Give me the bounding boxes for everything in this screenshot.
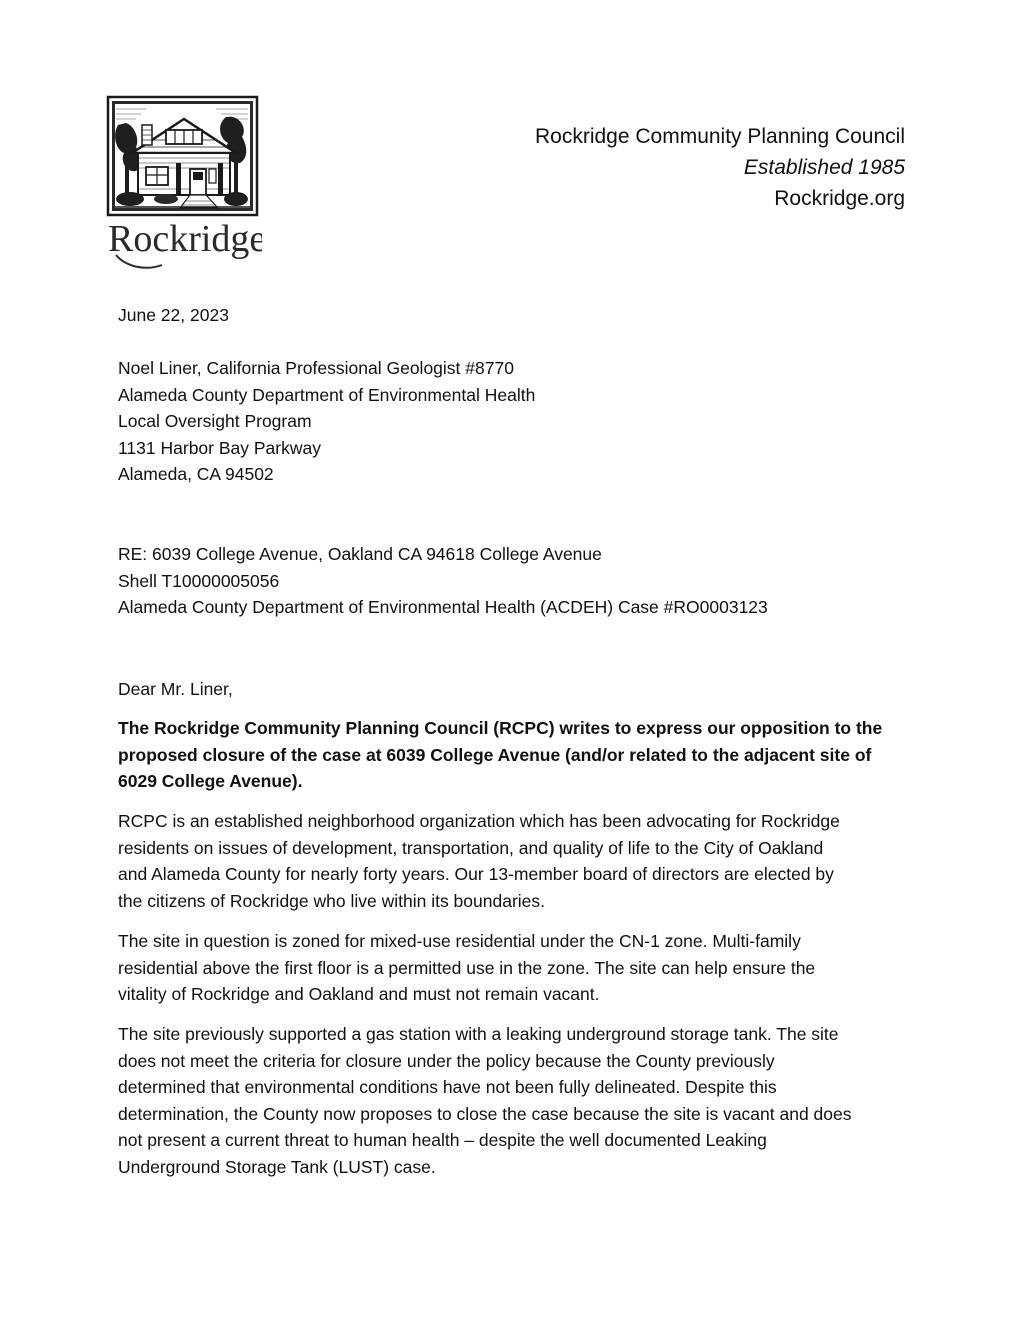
paragraph-line: the citizens of Rockridge who live within its boundaries. <box>118 890 546 911</box>
rockridge-logo <box>106 95 262 273</box>
date-text: June 22, 2023 <box>118 305 229 325</box>
paragraph-line: The site in question is zoned for mixed-use residential under the CN-1 zone. Multi-family <box>118 931 801 951</box>
org-name: Rockridge Community Planning Council <box>534 125 905 148</box>
address-line: Alameda County Department of Environmental Health <box>118 384 536 405</box>
house-woodcut-icon <box>106 95 262 273</box>
paragraph-line: RCPC is an established neighborhood organization which has been advocating for Rockridge <box>118 811 840 831</box>
subject-line: Alameda County Department of Environmental Health (ACDEH) Case #RO0003123 <box>118 597 768 617</box>
paragraph-line: residential above the first floor is a permitted use in the zone. The site can help ensure the <box>118 957 816 978</box>
address-line: Local Oversight Program <box>118 411 312 431</box>
paragraph-line: determined that environmental conditions have not been fully delineated. Despite this <box>118 1077 777 1097</box>
website: Rockridge.org <box>774 187 905 210</box>
recipient-address <box>118 355 908 488</box>
paragraph-line: not present a current threat to human health – despite the well documented Leaking <box>118 1130 767 1150</box>
paragraph-line: proposed closure of the case at 6039 College Avenue (and/or related to the adjacent site of <box>118 744 872 765</box>
paragraph-line: does not meet the criteria for closure under the policy because the County previously <box>118 1050 775 1071</box>
paragraph-line: residents on issues of development, transportation, and quality of life to the City of Oakland <box>118 837 824 858</box>
established-line: Established 1985 <box>743 156 905 179</box>
paragraph-line: and Alameda County for nearly forty years. Our 13-member board of directors are elected by <box>118 864 834 884</box>
paragraph-line: 6029 College Avenue). <box>118 771 303 791</box>
subject-line: RE: 6039 College Avenue, Oakland CA 94618 College Avenue <box>118 544 602 564</box>
address-line: 1131 Harbor Bay Parkway <box>118 437 321 458</box>
salutation <box>118 676 908 703</box>
paragraph-line: The site previously supported a gas station with a leaking underground storage tank. The site <box>118 1024 839 1044</box>
letter-date <box>118 302 908 329</box>
paragraph-zoning <box>118 928 908 1008</box>
paragraph-site-history <box>118 1021 908 1180</box>
paragraph-organization <box>118 808 908 914</box>
address-line: Noel Liner, California Professional Geologist #8770 <box>118 358 514 378</box>
address-line: Alameda, CA 94502 <box>118 464 274 484</box>
paragraph-line: Underground Storage Tank (LUST) case. <box>118 1156 436 1177</box>
subject-block <box>118 541 908 621</box>
salutation-text: Dear Mr. Liner, <box>118 679 233 699</box>
subject-line: Shell T10000005056 <box>118 570 280 591</box>
paragraph-line: determination, the County now proposes to close the case because the site is vacant and does <box>118 1103 852 1124</box>
paragraph-line: vitality of Rockridge and Oakland and must not remain vacant. <box>118 984 600 1004</box>
logo-wordmark: Rockridge <box>108 218 262 260</box>
letterhead <box>535 121 905 214</box>
intro-paragraph <box>118 715 908 795</box>
paragraph-line: The Rockridge Community Planning Council (RCPC) writes to express our opposition to the <box>118 718 883 738</box>
